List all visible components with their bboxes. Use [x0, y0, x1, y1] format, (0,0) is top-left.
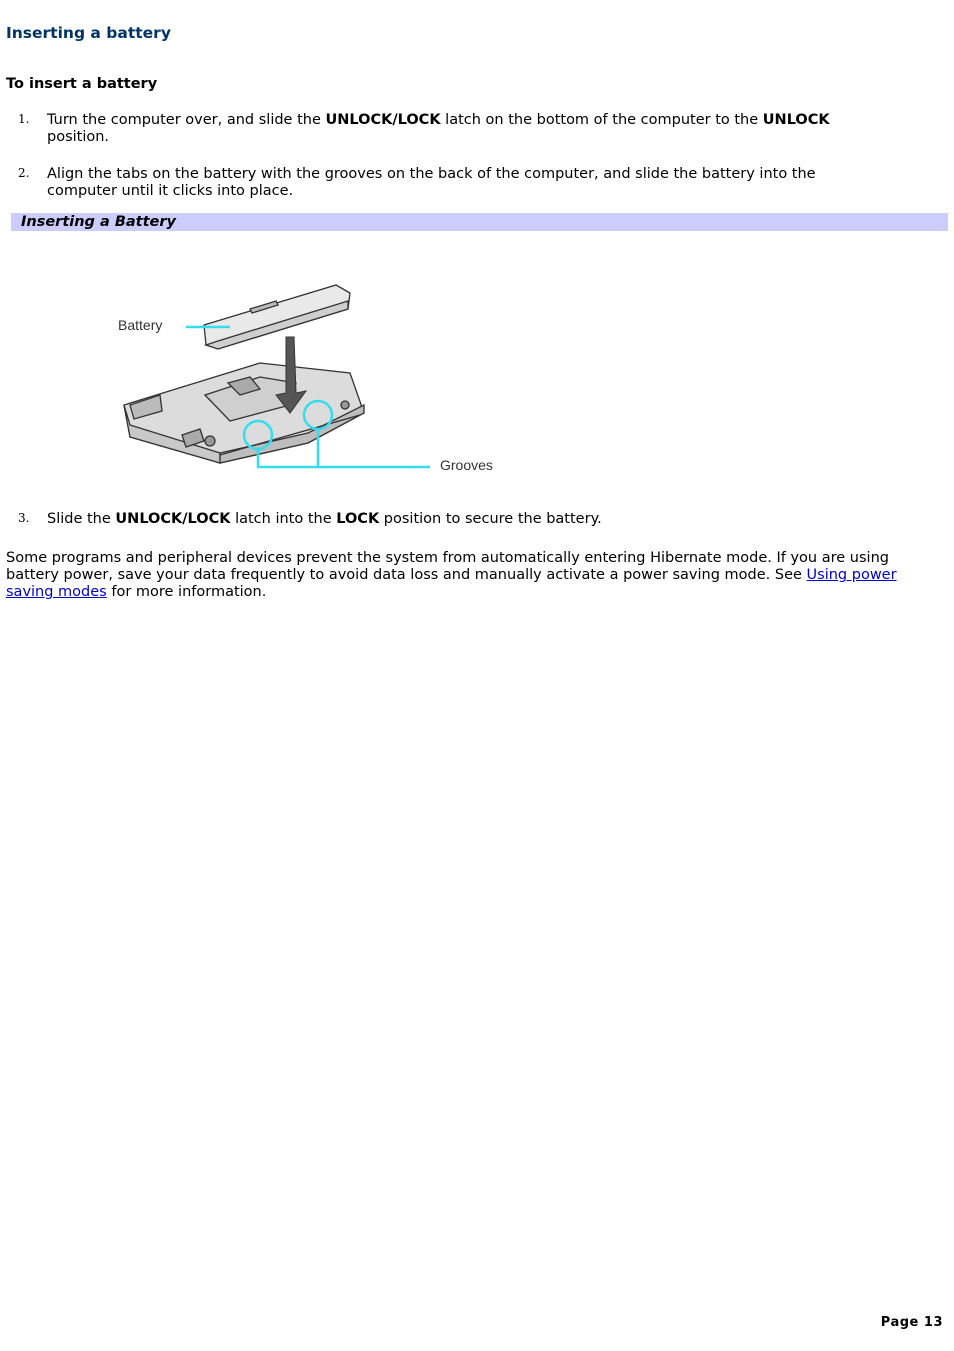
page-title: Inserting a battery: [6, 24, 171, 42]
step-text: Slide the UNLOCK/LOCK latch into the LOCK position to secure the battery.: [47, 511, 602, 527]
page-number: Page 13: [880, 1315, 943, 1330]
step-number: 3.: [18, 511, 30, 525]
procedure-heading: To insert a battery: [6, 76, 158, 92]
power-saving-modes-link[interactable]: Using power saving modes: [6, 567, 897, 600]
hibernate-note: Some programs and peripheral devices prevent the system from automatically entering Hibernate mode. If you are using battery power, save your data frequently to avoid data loss and manually activate a power saving mode. See Using power saving modes for more information.: [6, 550, 897, 600]
step-number: 1.: [18, 112, 30, 126]
figure-caption-bar: [11, 213, 948, 231]
step-text: Align the tabs on the battery with the grooves on the back of the computer, and slide the battery into the computer until it clicks into place.: [47, 166, 816, 199]
step-number: 2.: [18, 166, 30, 180]
battery-illustration: [204, 285, 350, 349]
figure-caption: Inserting a Battery: [21, 214, 176, 230]
battery-insertion-illustration: [100, 265, 520, 495]
step-text: Turn the computer over, and slide the UNLOCK/LOCK latch on the bottom of the computer to the UNLOCK position.: [47, 112, 830, 145]
battery-label: Battery: [118, 317, 163, 333]
laptop-illustration: [124, 363, 364, 463]
grooves-label: Grooves: [440, 457, 493, 473]
